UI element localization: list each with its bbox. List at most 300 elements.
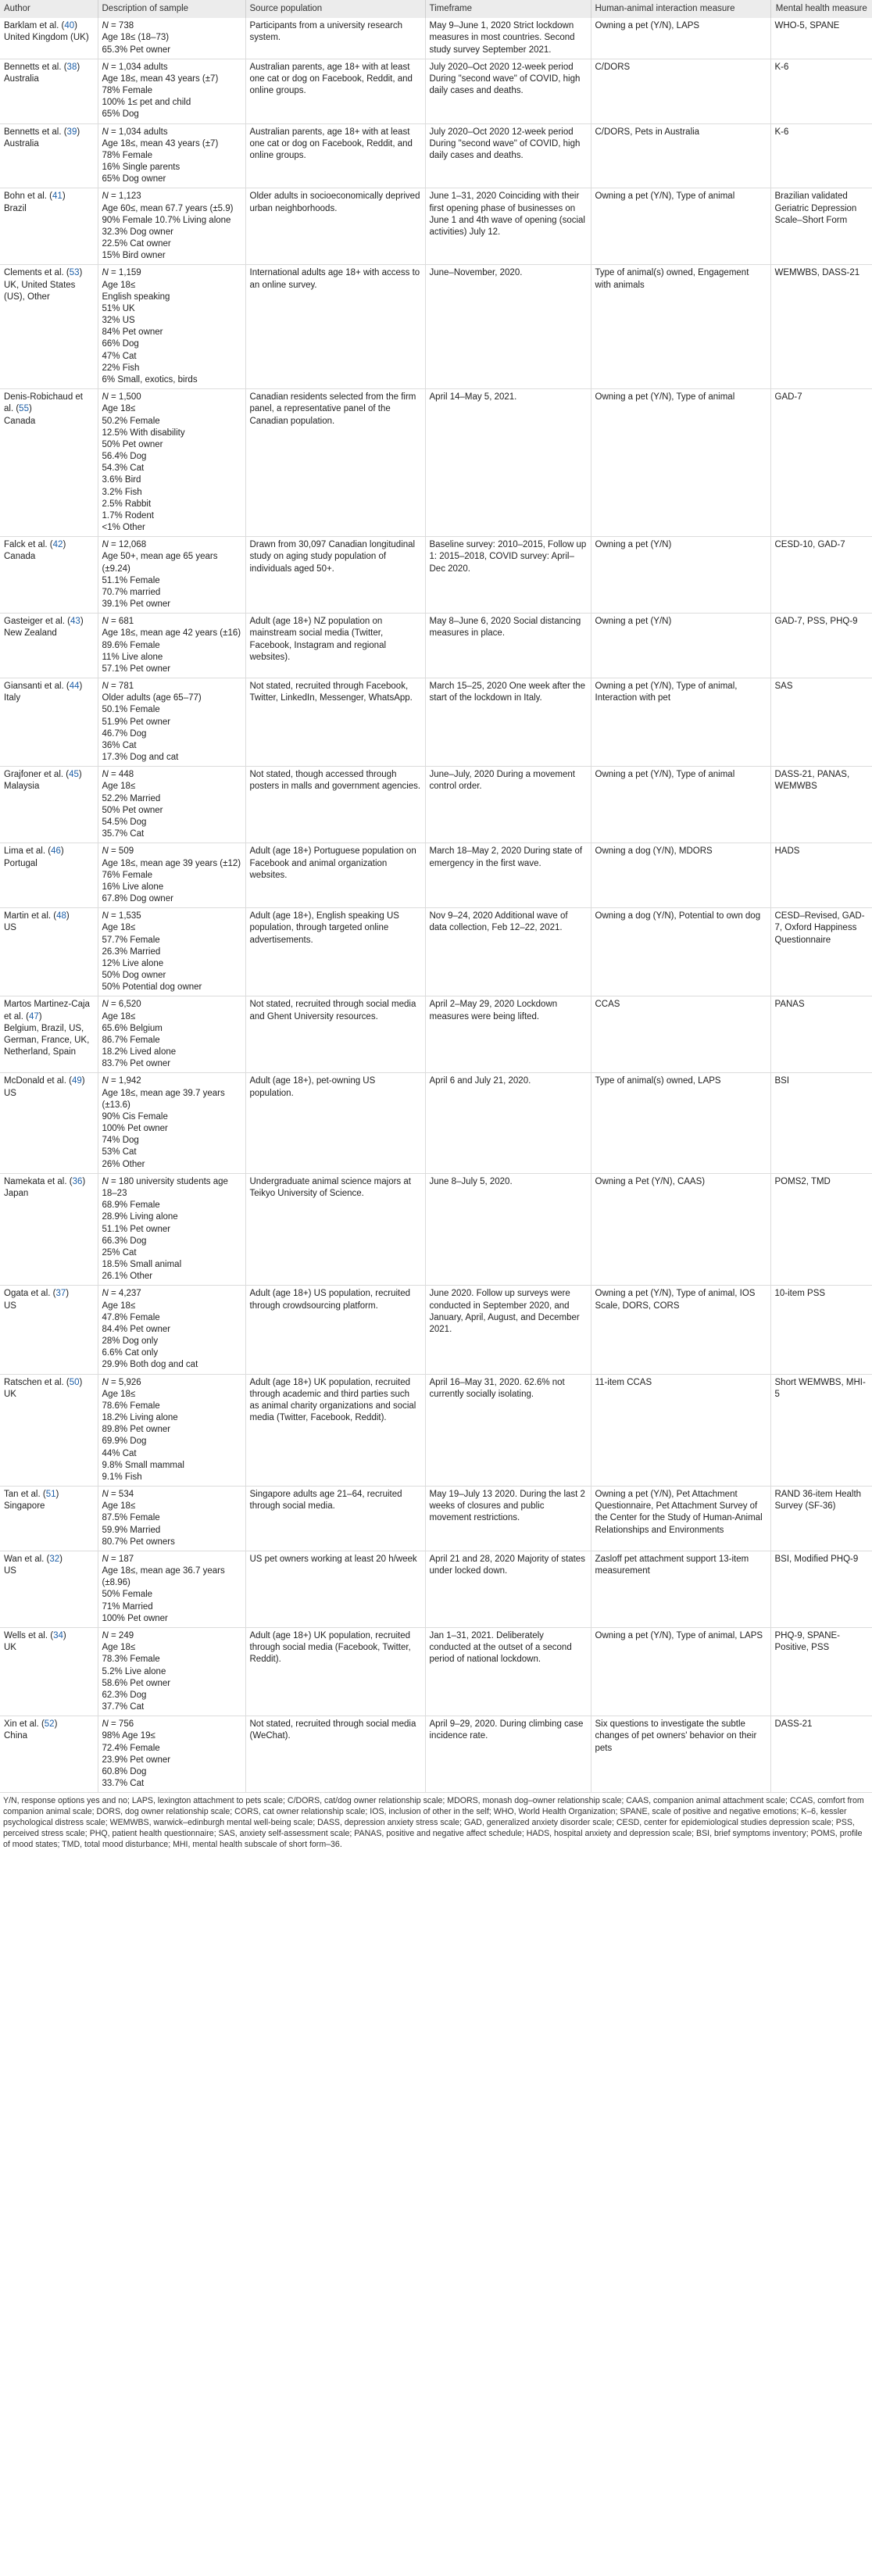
table-row [0,996,872,1073]
table-header [0,0,872,18]
cell-author [0,1073,98,1173]
description-line: N = 1,942 [102,1076,141,1086]
description-line: 46.7% Dog [102,728,147,739]
description-line: 9.1% Fish [102,1472,142,1482]
author-suffix: ) [74,21,77,31]
reference-link[interactable]: 48 [56,911,66,921]
description-line: 50% Potential dog owner [102,982,202,993]
cell-description [98,767,245,843]
cell-description [98,1716,245,1793]
author-name: Falck et al. ( [4,540,53,550]
author-name: Martos Martinez-Caja et al. ( [4,1000,90,1021]
description-line: English speaking [102,292,170,302]
description-line: N = 6,520 [102,1000,141,1010]
description-line: 89.8% Pet owner [102,1425,171,1435]
cell-timeframe: July 2020–Oct 2020 12-week period During "second wave" of COVID, high daily cases and deaths. [425,123,591,188]
description-line: 78.6% Female [102,1401,160,1411]
reference-link[interactable]: 37 [55,1289,66,1299]
description-line: 65% Dog [102,109,139,120]
cell-description [98,265,245,389]
description-line: 51% UK [102,303,135,313]
description-line: 28.9% Living alone [102,1212,178,1222]
cell-author [0,537,98,614]
cell-timeframe: June 1–31, 2020 Coinciding with their first opening phase of businesses on June 1 and 4th wave of opening (social activities) July 12. [425,188,591,265]
author-suffix: ) [82,1176,86,1186]
author-name: Tan et al. ( [4,1490,46,1500]
description-line: Age 50+, mean age 65 years (±9.24) [102,552,218,574]
description-line: 84.4% Pet owner [102,1324,171,1334]
reference-link[interactable]: 38 [66,62,77,72]
description-line: 52.2% Married [102,793,161,803]
cell-source-population: Adult (age 18+) UK population, recruited through academic and third parties such as animal charity organizations and social media (Twitter, Facebook, Reddit). [245,1374,425,1487]
cell-source-population: Adult (age 18+) Portuguese population on Facebook and animal organization websites. [245,843,425,908]
cell-hai-measure: Type of animal(s) owned, LAPS [591,1073,770,1173]
cell-author [0,389,98,537]
cell-description [98,1487,245,1551]
cell-description [98,537,245,614]
description-line: 25% Cat [102,1247,137,1258]
cell-source-population: Adult (age 18+) NZ population on mainstream social media (Twitter, Facebook, Instagram and regional websites). [245,614,425,678]
cell-description [98,1628,245,1716]
author-name: Namekata et al. ( [4,1176,73,1186]
description-line: N = 448 [102,770,134,780]
description-line: 33.7% Cat [102,1779,145,1789]
reference-link[interactable]: 44 [69,682,80,692]
description-line: 68.9% Female [102,1200,160,1211]
cell-mental-health-measure: K-6 [770,59,872,123]
author-suffix: ) [80,617,84,627]
reference-link[interactable]: 32 [49,1554,60,1564]
description-line: 100% Pet owner [102,1124,168,1134]
table-row [0,614,872,678]
cell-source-population: Adult (age 18+), pet-owning US population. [245,1073,425,1173]
cell-author [0,188,98,265]
author-name: Grajfoner et al. ( [4,770,70,780]
cell-source-population: Singapore adults age 21–64, recruited through social media. [245,1487,425,1551]
cell-timeframe: May 8–June 6, 2020 Social distancing measures in place. [425,614,591,678]
cell-mental-health-measure: BSI, Modified PHQ-9 [770,1551,872,1627]
header-source-population: Source population [245,0,425,18]
cell-hai-measure: Owning a pet (Y/N), Type of animal, IOS Scale, DORS, CORS [591,1286,770,1374]
description-line: Older adults (age 65–77) [102,693,202,703]
table-row [0,1286,872,1374]
cell-author [0,1551,98,1627]
author-country: Belgium, Brazil, US, German, France, UK, Netherland, Spain [4,1023,90,1057]
cell-source-population: Not stated, recruited through social media and Ghent University resources. [245,996,425,1073]
description-line: 35.7% Cat [102,829,145,839]
reference-link[interactable]: 49 [71,1076,82,1086]
reference-link[interactable]: 36 [72,1176,83,1186]
author-suffix: ) [77,62,80,72]
author-suffix: ) US [4,1076,85,1098]
description-line: 16% Single parents [102,163,180,173]
author-suffix: ) [62,191,66,202]
reference-link[interactable]: 40 [64,21,75,31]
cell-timeframe: April 9–29, 2020. During climbing case incidence rate. [425,1716,591,1793]
cell-timeframe: May 19–July 13 2020. During the last 2 weeks of closures and public movement restrictions. [425,1487,591,1551]
description-line: 100% 1≤ pet and child [102,98,191,108]
description-line: 60.8% Dog [102,1766,147,1776]
cell-description [98,1374,245,1487]
cell-source-population: Adult (age 18+), English speaking US population, through targeted online advertisements. [245,908,425,996]
description-line: N = 681 [102,617,134,627]
cell-description [98,1551,245,1627]
description-line: 15% Bird owner [102,251,166,261]
description-line: Age 18≤ [102,1643,136,1653]
reference-link[interactable]: 52 [44,1719,55,1730]
cell-hai-measure: Owning a pet (Y/N), Type of animal, LAPS [591,1628,770,1716]
cell-author [0,1628,98,1716]
description-line: N = 249 [102,1631,134,1640]
description-line: N = 1,500 [102,392,141,402]
author-country: US [4,1301,16,1311]
description-line: 51.9% Pet owner [102,717,171,727]
cell-description [98,908,245,996]
author-suffix: ) [78,770,82,780]
author-suffix: ) [79,268,83,278]
cell-timeframe: April 14–May 5, 2021. [425,389,591,537]
cell-hai-measure: Owning a pet (Y/N) [591,614,770,678]
cell-timeframe: April 2–May 29, 2020 Lockdown measures were being lifted. [425,996,591,1073]
cell-hai-measure: Owning a pet (Y/N), Pet Attachment Questionnaire, Pet Attachment Survey of the Center for the Study of Human-Animal Relationships and Environments [591,1487,770,1551]
description-line: N = 1,123 [102,191,141,202]
cell-timeframe: March 15–25, 2020 One week after the start of the lockdown in Italy. [425,678,591,767]
description-line: Age 18≤ [102,1011,136,1021]
description-line: Age 18≤, mean age 42 years (±16) [102,628,241,639]
cell-author [0,59,98,123]
author-country: New Zealand [4,628,57,639]
author-country: Malaysia [4,782,40,792]
cell-author [0,265,98,389]
cell-mental-health-measure: GAD-7 [770,389,872,537]
table-row [0,908,872,996]
description-line: 17.3% Dog and cat [102,753,179,763]
cell-mental-health-measure: SAS [770,678,872,767]
description-line: 47.8% Female [102,1312,160,1322]
table-row [0,767,872,843]
cell-mental-health-measure: DASS-21, PANAS, WEMWBS [770,767,872,843]
description-line: Age 18≤ [102,404,136,414]
header-description: Description of sample [98,0,245,18]
description-line: 12.5% With disability [102,428,185,438]
author-suffix: ) [60,846,64,857]
description-line: N = 1,034 adults [102,62,168,72]
reference-link[interactable]: 47 [28,1011,39,1021]
description-line: Age 18≤, mean age 39.7 years (±13.6) [102,1088,225,1110]
description-line: 100% Pet owner [102,1613,168,1623]
reference-link[interactable]: 53 [69,268,80,278]
header-hai-measure: Human-animal interaction measure [591,0,770,18]
description-line: 22.5% Cat owner [102,239,171,249]
cell-author [0,678,98,767]
author-country: Singapore [4,1501,45,1512]
author-name: McDonald et al. ( [4,1076,72,1086]
description-line: 56.4% Dog [102,452,147,462]
author-country: Portugal [4,858,38,868]
cell-source-population: International adults age 18+ with access to an online survey. [245,265,425,389]
table-row [0,1173,872,1286]
cell-hai-measure: C/DORS, Pets in Australia [591,123,770,188]
cell-mental-health-measure: Brazilian validated Geriatric Depression Scale–Short Form [770,188,872,265]
author-suffix: ) [54,1719,58,1730]
cell-hai-measure: Type of animal(s) owned, Engagement with animals [591,265,770,389]
cell-mental-health-measure: POMS2, TMD [770,1173,872,1286]
author-name: Bennetts et al. ( [4,62,67,72]
cell-timeframe: May 9–June 1, 2020 Strict lockdown measures in most countries. Second study survey September 2021. [425,18,591,59]
author-country: China [4,1731,28,1741]
reference-link[interactable]: 55 [19,404,29,414]
description-line: 58.6% Pet owner [102,1678,171,1688]
cell-hai-measure: Six questions to investigate the subtle changes of pet owners' behavior on their pets [591,1716,770,1793]
cell-timeframe: Nov 9–24, 2020 Additional wave of data collection, Feb 12–22, 2021. [425,908,591,996]
author-suffix: ) [66,1289,70,1299]
cell-source-population: Not stated, recruited through social media (WeChat). [245,1716,425,1793]
description-line: 50% Pet owner [102,805,163,815]
description-line: 65.3% Pet owner [102,45,171,55]
cell-timeframe: April 21 and 28, 2020 Majority of states under locked down. [425,1551,591,1627]
description-line: 62.3% Dog [102,1690,147,1700]
description-line: 54.3% Cat [102,463,145,474]
table-row [0,59,872,123]
cell-mental-health-measure: RAND 36-item Health Survey (SF-36) [770,1487,872,1551]
description-line: 65.6% Belgium [102,1023,163,1033]
cell-author [0,123,98,188]
cell-timeframe: Baseline survey: 2010–2015, Follow up 1: 2015–2018, COVID survey: April–Dec 2020. [425,537,591,614]
description-line: 78.3% Female [102,1655,160,1665]
description-line: 70.7% married [102,587,161,597]
author-suffix: ) [28,404,32,414]
cell-source-population: Adult (age 18+) US population, recruited through crowdsourcing platform. [245,1286,425,1374]
cell-mental-health-measure: 10-item PSS [770,1286,872,1374]
table-row [0,843,872,908]
reference-link[interactable]: 41 [52,191,63,202]
author-suffix: ) [79,682,83,692]
cell-hai-measure: Owning a pet (Y/N), Type of animal, Interaction with pet [591,678,770,767]
description-line: 65% Dog owner [102,174,166,184]
cell-mental-health-measure: HADS [770,843,872,908]
description-line: 87.5% Female [102,1513,160,1523]
description-line: N = 1,034 adults [102,127,168,137]
cell-author [0,614,98,678]
cell-description [98,614,245,678]
reference-link[interactable]: 46 [51,846,61,857]
description-line: 12% Live alone [102,958,164,968]
cell-author [0,1487,98,1551]
reference-link[interactable]: 50 [69,1377,80,1387]
cell-mental-health-measure: BSI [770,1073,872,1173]
description-line: 39.1% Pet owner [102,599,171,610]
cell-author [0,1716,98,1793]
description-line: Age 18≤ [102,1301,136,1311]
cell-mental-health-measure: K-6 [770,123,872,188]
cell-description [98,389,245,537]
description-line: N = 187 [102,1554,134,1564]
description-line: 44% Cat [102,1448,137,1458]
reference-link[interactable]: 34 [53,1631,63,1640]
author-name: Denis-Robichaud et al. ( [4,392,84,414]
description-line: N = 180 university students age 18–23 [102,1176,228,1198]
cell-description [98,188,245,265]
author-name: Barklam et al. ( [4,21,65,31]
description-line: 37.7% Cat [102,1702,145,1712]
cell-description [98,1173,245,1286]
description-line: 98% Age 19≤ [102,1731,155,1741]
author-name: Gasteiger et al. ( [4,617,71,627]
cell-source-population: Drawn from 30,097 Canadian longitudinal study on aging study population of individuals aged 50+. [245,537,425,614]
author-name: Ratschen et al. ( [4,1377,70,1387]
description-line: 74% Dog [102,1136,139,1146]
description-line: N = 4,237 [102,1289,141,1299]
description-line: N = 12,068 [102,540,147,550]
reference-link[interactable]: 43 [70,617,80,627]
cell-timeframe: March 18–May 2, 2020 During state of emergency in the first wave. [425,843,591,908]
author-country: Japan [4,1188,29,1198]
description-line: 50.1% Female [102,705,160,715]
cell-mental-health-measure: PANAS [770,996,872,1073]
author-country: United Kingdom (UK) [4,33,89,43]
cell-timeframe: June 2020. Follow up surveys were conducted in September 2020, and January, April, August, and December 2021. [425,1286,591,1374]
author-suffix: ) [38,1011,42,1021]
author-country: UK, United States (US), Other [4,280,76,302]
author-country: UK [4,1389,16,1399]
description-line: 3.2% Fish [102,487,142,497]
description-line: 78% Female [102,86,153,96]
author-country: UK [4,1643,16,1653]
author-suffix: ) [63,540,66,550]
table-row [0,1073,872,1173]
author-country: US [4,1566,16,1576]
description-line: 1.7% Rodent [102,510,154,521]
description-line: Age 18≤, mean age 36.7 years (±8.96) [102,1566,225,1588]
cell-source-population: Undergraduate animal science majors at Teikyo University of Science. [245,1173,425,1286]
author-suffix: ) [66,911,70,921]
description-line: 51.1% Pet owner [102,1224,171,1234]
reference-link[interactable]: 39 [66,127,77,137]
table-row [0,123,872,188]
author-country: Brazil [4,203,27,213]
cell-author [0,996,98,1073]
author-country: US [4,923,16,933]
description-line: 32% US [102,316,135,326]
table-row [0,537,872,614]
table-row [0,1716,872,1793]
cell-author [0,767,98,843]
description-line: 50.2% Female [102,416,160,426]
description-line: 66.3% Dog [102,1236,147,1246]
author-suffix: ) [55,1490,59,1500]
cell-timeframe: April 16–May 31, 2020. 62.6% not currently socially isolating. [425,1374,591,1487]
description-line: 76% Female [102,870,153,880]
cell-author [0,908,98,996]
description-line: 22% Fish [102,363,140,373]
cell-source-population: Australian parents, age 18+ with at least one cat or dog on Facebook, Reddit, and online groups. [245,59,425,123]
reference-link[interactable]: 42 [52,540,63,550]
author-country: Australia [4,73,39,84]
description-line: <1% Other [102,523,145,533]
description-line: Age 18≤ [102,1501,136,1512]
cell-hai-measure: Owning a pet (Y/N) [591,537,770,614]
description-line: N = 5,926 [102,1377,141,1387]
author-name: Lima et al. ( [4,846,52,857]
cell-description [98,678,245,767]
description-line: 53% Cat [102,1147,137,1157]
description-line: Age 18≤ [102,1389,136,1399]
cell-hai-measure: CCAS [591,996,770,1073]
description-line: N = 509 [102,846,134,857]
cell-hai-measure: Owning a pet (Y/N), Type of animal [591,389,770,537]
cell-description [98,59,245,123]
cell-timeframe: April 6 and July 21, 2020. [425,1073,591,1173]
cell-description [98,1073,245,1173]
cell-hai-measure: 11-item CCAS [591,1374,770,1487]
author-country: Australia [4,138,39,148]
author-name: Bennetts et al. ( [4,127,67,137]
description-line: 47% Cat [102,351,137,361]
table-row [0,18,872,59]
cell-source-population: Older adults in socioeconomically deprived urban neighborhoods. [245,188,425,265]
author-suffix: ) [77,127,80,137]
description-line: 83.7% Pet owner [102,1059,171,1069]
table-row [0,678,872,767]
description-line: 26.1% Other [102,1272,153,1282]
description-line: 18.2% Lived alone [102,1047,177,1057]
description-line: N = 534 [102,1490,134,1500]
cell-timeframe: June 8–July 5, 2020. [425,1173,591,1286]
description-line: 18.5% Small animal [102,1260,182,1270]
cell-hai-measure: Zasloff pet attachment support 13-item measurement [591,1551,770,1627]
cell-hai-measure: Owning a pet (Y/N), Type of animal [591,767,770,843]
description-line: 2.5% Rabbit [102,499,152,509]
description-line: 54.5% Dog [102,818,147,827]
description-line: Age 18≤ (18–73) [102,33,170,43]
cell-author [0,1286,98,1374]
author-name: Ogata et al. ( [4,1289,56,1299]
description-line: 84% Pet owner [102,327,163,338]
description-line: 51.1% Female [102,575,160,585]
table-row [0,1551,872,1627]
author-name: Giansanti et al. ( [4,682,70,692]
table-row [0,1487,872,1551]
cell-source-population: Participants from a university research system. [245,18,425,59]
reference-link[interactable]: 45 [69,770,79,780]
description-line: 6.6% Cat only [102,1348,159,1358]
author-country: Canada [4,416,36,426]
cell-hai-measure: Owning a dog (Y/N), MDORS [591,843,770,908]
description-line: 66% Dog [102,339,139,349]
cell-mental-health-measure: WHO-5, SPANE [770,18,872,59]
cell-timeframe: July 2020–Oct 2020 12-week period During "second wave" of COVID, high daily cases and deaths. [425,59,591,123]
table-row [0,1628,872,1716]
description-line: 5.2% Live alone [102,1666,166,1676]
description-line: 9.8% Small mammal [102,1460,184,1470]
description-line: 50% Dog owner [102,971,166,981]
description-line: Age 18≤, mean age 39 years (±12) [102,858,241,868]
cell-mental-health-measure: CESD-10, GAD-7 [770,537,872,614]
description-line: 90% Cis Female [102,1111,168,1122]
table-footnote: Y/N, response options yes and no; LAPS, lexington attachment to pets scale; C/DORS, cat/dog owner relationship scale; MDORS, monash dog–owner relationship scale; CAAS, companion animal attachment scale; CCAS, comfort from companion animal scale; DORS, dog owner relationship scale; CORS, cat owner relationship scale; IOS, inclusion of other in the self; WHO, World Health Organization; SPANE, scale of positive and negative emotions; K–6, kessler psychological distress scale; WEMWBS, warwick–edinburgh mental well-being scale; DASS, depression anxiety stress scale; GAD, generalized anxiety disorder scale; CESD, center for epidemiological studies depression scale; PSS, perceived stress scale; PHQ, patient health questionnaire; SAS, anxiety self-assessment scale; PANAS, positive and negative affect schedule; HADS, hospital anxiety and depression scale; BSI, brief symptoms inventory; POMS, profile of mood states; TMD, total mood disturbance; MHI, mental health subscale of short form–36. [3,1796,864,1850]
author-name: Wan et al. ( [4,1554,50,1564]
description-line: N = 1,159 [102,268,141,278]
reference-link[interactable]: 51 [45,1490,56,1500]
description-line: 16% Live alone [102,882,164,892]
author-suffix: ) [63,1631,66,1640]
table-body [0,18,872,1793]
description-line: Age 18≤ [102,923,136,933]
cell-timeframe: June–November, 2020. [425,265,591,389]
description-line: 50% Female [102,1590,153,1600]
header-mental-health-measure: Mental health measure [770,0,872,18]
author-name: Martin et al. ( [4,911,57,921]
